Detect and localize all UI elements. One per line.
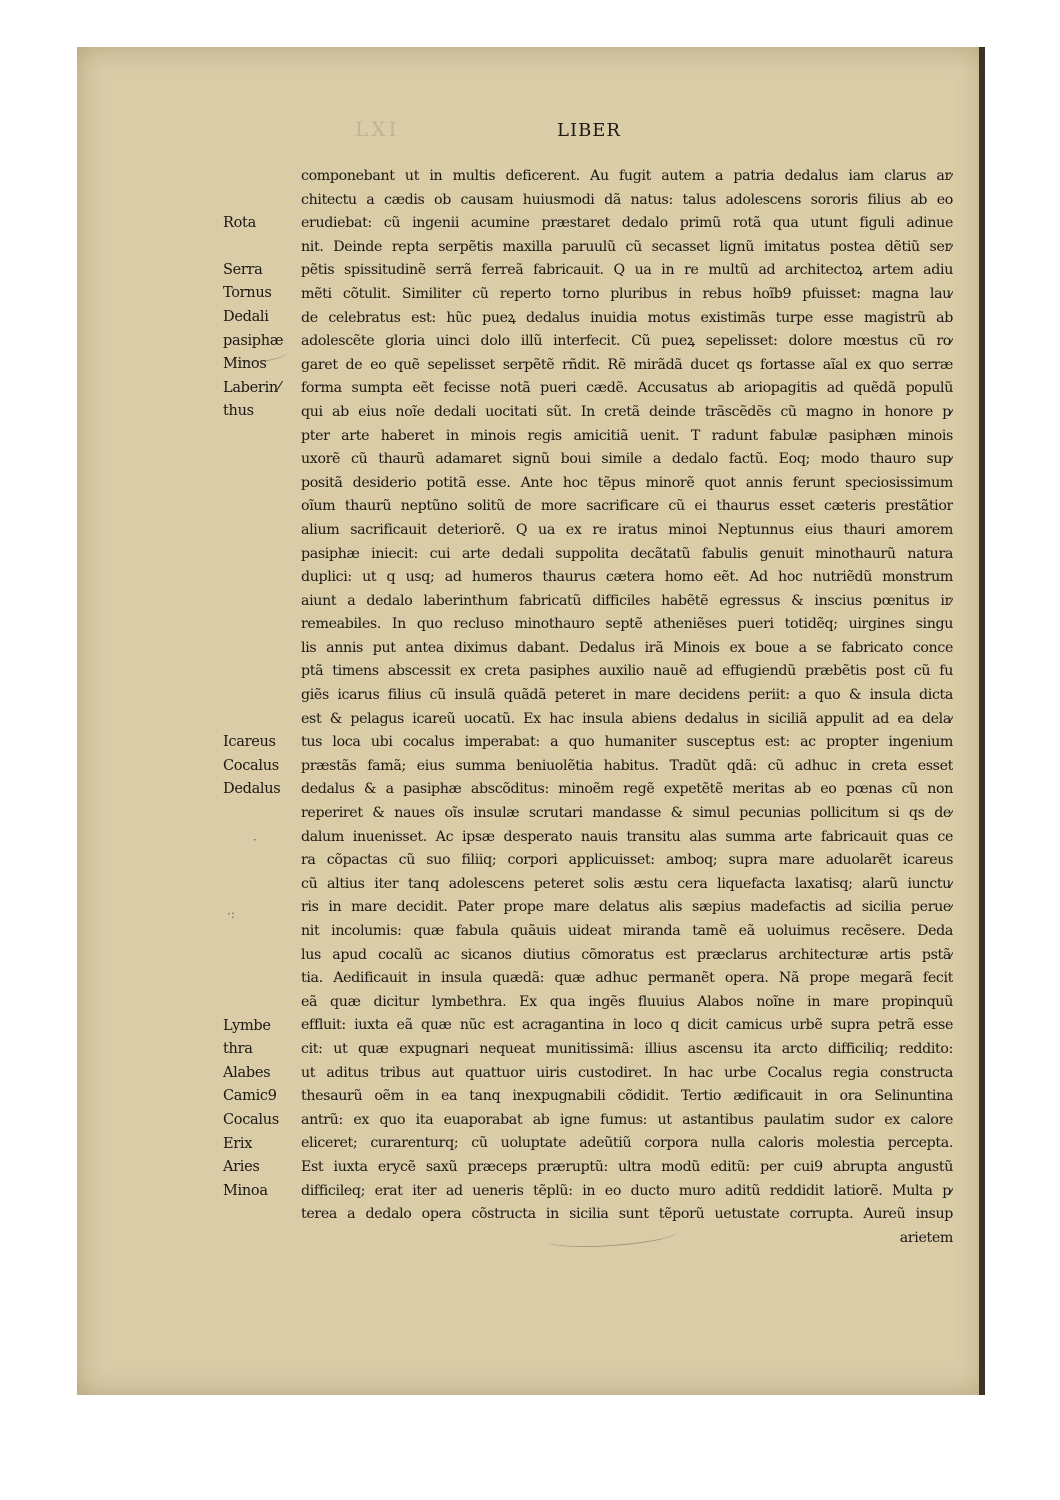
marginal-note-dedalus: Dedalus [223,781,281,797]
marginal-note-camicus: Camic9 [223,1088,277,1104]
text-line: positã desiderio potitã esse. Ante hoc tẽpus minorẽ quot annis ferunt speciosissimum [301,474,953,491]
text-line: giẽs icarus filius cũ insulã quãdã peteret in mare decidens periit: a quo & insula dicta [301,687,953,704]
stray-ink-dot: · [253,833,257,847]
text-line: forma sumpta eẽt fecisse notã pueri cædẽ. Accusatus ab ariopagitis ad quẽdã populũ [301,380,953,397]
text-line: tia. Aedificauit in insula quædã: quæ adhuc permanẽt opera. Nã prope megarã fecit [301,970,953,987]
text-line: dedalus & a pasiphæ abscõditus: minoẽm regẽ expetẽtẽ meritas ab eo pœnas cũ non [301,781,953,798]
text-line: qui ab eius noĩe dedali uocitati sũt. In cretã deinde trãscẽdẽs cũ magno in honore p⁄ [301,403,953,420]
marginal-note-cocalus: Cocalus [223,758,279,774]
text-line: mẽti cõtulit. Similiter cũ reperto torno pluribus in rebus hoĩb9 pfuisset: magna lau⁄ [301,285,953,302]
marginal-note-dedali: Dedali [223,309,269,325]
text-line: nit. Deinde repta serpẽtis maxilla paruulũ cũ secasset lignũ imitatus postea dẽtiũ ser⁄ [301,238,953,255]
main-text-block [301,165,953,1250]
marginal-note-rota: Rota [223,215,256,231]
text-line: nit incolumis: quæ fabula quãuis uideat miranda tamẽ eã uoluimus recẽsere. Deda [301,923,953,939]
catchword: arietem [899,1229,953,1246]
text-line: est & pelagus icareũ uocatũ. Ex hac insula abiens dedalus in siciliã appulit ad ea dela⁄ [301,710,953,727]
text-line: effluit: iuxta eã quæ nũc est acragantina in loco q dicit camicus urbẽ supra petrã esse [301,1017,953,1034]
marginal-note-tornus: Tornus [223,285,272,301]
text-line: thesaurũ oẽm in ea tanq inexpugnabili cõdidit. Tertio ædificauit in ora Selinuntina [301,1088,953,1105]
text-line: uxorẽ cũ thaurũ adamaret signũ boui simile a dedalo factũ. Eoq; modo thauro sup⁄ [301,451,953,468]
text-line: Est iuxta erycẽ saxũ præceps præruptũ: ultra modũ editũ: per cui9 abrupta angustũ [301,1158,953,1175]
text-line: reperiret & naues oĩs insulæ scrutari mandasse & simul pecunias pollicitum si qs de⁄ [301,805,953,822]
text-line: præstãs famã; eius summa beniuolẽtia habitus. Tradũt qdã: cũ adhuc in creta esset [301,757,953,774]
text-line: pter arte haberet in minois regis amicitiã uenit. T radunt fabulæ pasiphæn minois [301,427,953,444]
running-head: LIBER [557,120,621,141]
text-line: componebant ut in multis deficerent. Au fugit autem a patria dedalus iam clarus ar⁄ [301,168,953,184]
text-line: ut aditus tribus aut quattuor uiris custodiret. In hac urbe Cocalus regia constructa [301,1064,953,1081]
marginal-note-aries: Aries [223,1159,260,1175]
text-line: tus loca ubi cocalus imperabat: a quo humaniter susceptus est: ac propter ingenium [301,734,953,751]
text-line: garet de eo quẽ sepelisset serpẽtẽ rñdit. Rẽ mirãdã ducet qs fortasse aĩal ex quo serræ [301,356,953,373]
text-line: terea a dedalo opera cõstructa in sicilia sunt tẽporũ uetustate corrupta. Aureũ insup [301,1206,953,1223]
text-line: adolescẽte gloria uinci dolo illũ interfecit. Cũ pueꝝ sepelisset: dolore mœstus cũ ro⁄ [301,333,953,350]
text-line: dalum inuenisset. Ac ipsæ desperato nauis transitu alas summa arte fabricauit quas ce [301,828,953,845]
text-line: alium sacrificauit deteriorẽ. Q ua ex re iratus minoi Neptunnus eius thauri amorem [301,521,953,538]
text-line: oĩum thaurũ neptũno solitũ de more sacrificare cũ ei thaurus esset cæteris prestãtior [301,498,953,515]
marginal-note-lymbe: Lymbe [223,1018,271,1034]
faint-folio-number: LXI [355,117,400,141]
marginal-note-icareus: Icareus [223,734,276,750]
text-line: pẽtis spissitudinẽ serrã ferreã fabricauit. Q ua in re multũ ad architectoꝝ artem adiu [301,262,953,279]
marginal-note-minos: Minos [223,356,267,372]
text-line: lis annis put antea diximus dabant. Dedalus irã Minois ex boue a se fabricato conce [301,639,953,656]
marginal-note-pasiphae: pasiphæ [223,333,284,349]
text-line: ris in mare decidit. Pater prope mare delatus alis sæpius madefactis ad sicilia perue⁄ [301,899,953,916]
text-line: lus apud cocalũ ac sicanos diutius cõmoratus est præclarus architecturæ artis pstã⁄ [301,946,953,963]
text-line: difficileq; erat iter ad ueneris tẽplũ: in eo ducto muro aditũ reddidit latiorẽ. Multa p⁄ [301,1182,953,1199]
text-line: cit: ut quæ expugnari nequeat munitissimã: illius ascensu ita arcto difficiliq; reddito: [301,1040,953,1057]
book-page [77,47,985,1395]
marginal-note-alabes: Alabes [223,1065,271,1081]
text-line: cũ altius iter tanq adolescens peteret solis æstu cera liquefacta laxatisq; alarũ iunctu⁄ [301,875,953,892]
text-line: duplici: ut q usq; ad humeros thaurus cætera homo eẽt. Ad hoc nutriẽdũ monstrum [301,569,953,586]
stray-ink-dot: ·: [227,907,235,921]
text-line: erudiebat: cũ ingenii acumine præstaret dedalo primũ rotã qua utunt figuli adinue [301,215,953,232]
text-line: antrũ: ex quo ita euaporabat ab igne fumus: ut astantibus paulatim sudor ex calore [301,1111,953,1128]
text-line: aiunt a dedalo laberinthum fabricatũ difficiles habẽtẽ egressus & inscius pœnitus ir⁄ [301,592,953,609]
text-line: chitectu a cædis ob causam huiusmodi dã natus: talus adolescens sororis filius ab eo [301,191,953,208]
marginal-note-minoa: Minoa [223,1183,268,1199]
marginal-note-erix: Erix [223,1136,253,1152]
text-line: remeabiles. In quo recluso minothauro septẽ atheniẽses pueri totidẽq; uirgines singu [301,616,953,633]
text-line: de celebratus est: hũc pueꝝ dedalus inuidia motus existimãs turpe esse magistrũ ab [301,309,953,326]
text-line: pasiphæ iniecit: cui arte dedali suppolita decãtatũ fabulis genuit minothaurũ natura [301,545,953,562]
marginal-note-thus: thus [223,403,254,419]
text-line: eã quæ dicitur lymbethra. Ex qua ingẽs fluuius Alabos noĩne in mare propinquũ [301,993,953,1010]
marginal-note-serra: Serra [223,262,263,278]
text-line: eliceret; curarenturq; cũ uoluptate adeũtiũ corpora nulla caloris molestia percepta. [301,1135,953,1152]
marginal-note-thra: thra [223,1041,253,1057]
marginal-note-laberin: Laberin⁄ [223,380,281,396]
marginal-note-cocalus-2: Cocalus [223,1112,279,1128]
text-line: ptã timens abscessit ex creta pasiphes auxilio nauẽ ad effugiendũ præbẽtis post cũ fu [301,663,953,680]
text-line: ra cõpactas cũ suo filiiq; corpori applicuisset: amboq; supra mare aduolarẽt icareus [301,852,953,869]
page-edge-shadow [979,47,985,1395]
